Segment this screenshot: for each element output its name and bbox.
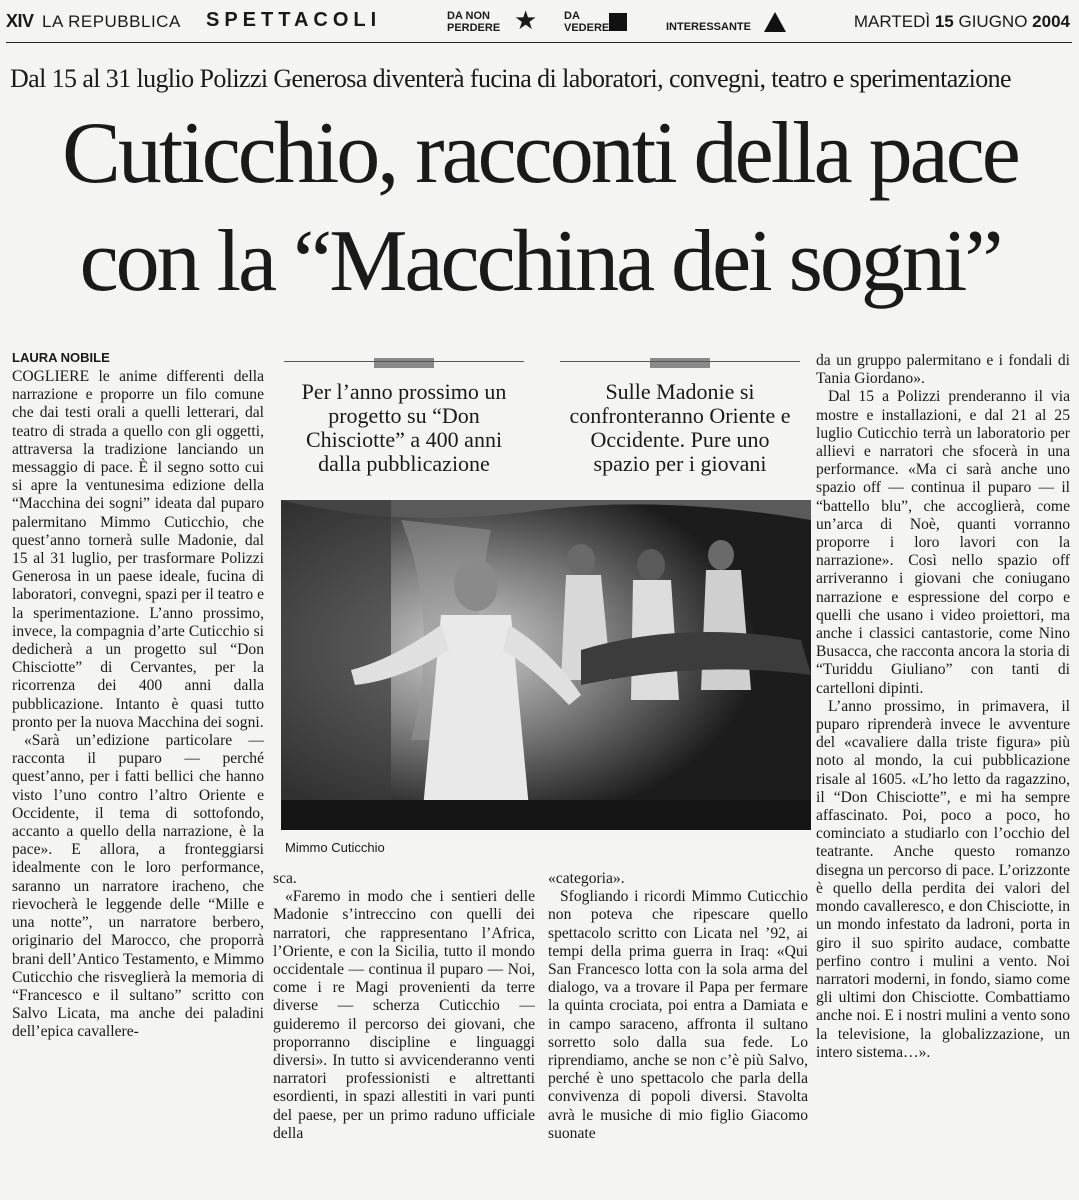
- legend-interessante: INTERESSANTE: [666, 21, 751, 33]
- legend-da-vedere: DA VEDERE: [564, 10, 610, 34]
- paragraph: COGLIERE le anime differenti della narrazione e proporre un filo comune che dai testi orali a quelli letterari, dal teatro di strada a quello con gli oggetti, attraversa la tradizione lanciando un messaggio di pace. È il segno sotto cui si apre la ventunesima edizione della “Macchina dei sogni” ideata dal puparo palermitano Mimmo Cuticchio, che quest’anno tornerà sulle Madonie, dal 15 al 31 luglio, per trasformare Polizzi Generosa in un paese ideale, fucina di laboratori, convegni, spazi per il teatro e la sperimentazione. L’anno prossimo, invece, la compagnia d’arte Cuticchio si dedicherà a un progetto sul “Don Chisciotte” di Cervantes, per la ricorrenza dei 400 anni dalla pubblicazione. Intanto è quasi tutto pronto per la nuova Macchina dei sogni.: [12, 368, 264, 731]
- byline: LAURA NOBILE: [12, 350, 110, 365]
- triangle-icon: [764, 12, 786, 32]
- divider: [284, 361, 524, 362]
- paragraph: «categoria».: [548, 870, 625, 887]
- stage-photo-illustration: [281, 500, 811, 830]
- newspaper-name: LA REPUBBLICA: [42, 12, 181, 31]
- pull-quote-1: [284, 358, 524, 476]
- legend-da-non-perdere: DA NON PERDERE: [447, 10, 501, 34]
- pull-quote-text: Sulle Madonie si confronteranno Oriente e Occidente. Pure uno spazio per i giovani: [569, 379, 791, 476]
- article-headline: [8, 100, 1072, 316]
- square-icon: [609, 13, 627, 31]
- paragraph: «Sarà un’edizione particolare — racconta il puparo — perché quest’anno, per i fatti bellici che hanno visto l’uno contro l’altro Oriente e Occidente, il tema di sottofondo, accanto a quello della narrazione, è la pace». E allora, a fronteggiarsi idealmente con le loro performance, saranno un narratore iracheno, che rievocherà le leggende delle “Mille e una notte”, un narratore berbero, originario del Marocco, che proporrà brani dell’Antico Testamento, e Mimmo Cuticchio che risveglierà la memoria di “Francesco e il sultano” scritto con Salvo Licata, ma anche dei paladini dell’epica cavallere-: [12, 732, 264, 1041]
- article-kicker: Dal 15 al 31 luglio Polizzi Generosa diventerà fucina di laboratori, convegni, teatro e sperimentazione: [10, 64, 1011, 93]
- pull-quote-text: Per l’anno prossimo un progetto su “Don Chisciotte” a 400 anni dalla pubblicazione: [301, 379, 507, 476]
- paragraph: da un gruppo palermitano e i fondali di Tania Giordano».: [816, 352, 1070, 388]
- photo-caption: Mimmo Cuticchio: [285, 840, 385, 855]
- quote-marker: [650, 358, 710, 368]
- pull-quote-2: [560, 358, 800, 476]
- paragraph: sca.: [273, 870, 297, 887]
- paragraph: Dal 15 a Polizzi prenderanno il via mostre e installazioni, e dal 21 al 25 luglio Cuticchio terrà un laboratorio per allievi e narratori che sfocerà in una performance. «Ma ci sarà anche uno spazio off — continua il puparo — il “battello blu”, che accoglierà, come un’arca di Noè, quanti vorranno proporre i loro lavori con la narrazione». Così nello spazio off arriveranno i giovani che coniugano narrazione e espressione del corpo e quelli che usano i video proiettori, ma anche i classici cantastorie, come Nino Busacca, che racconta ancora la storia di “Turiddu Giuliano” con tanti di cartelloni dipinti.: [816, 388, 1070, 697]
- section-title: SPETTACOLI: [206, 9, 382, 31]
- text-column-3: [548, 870, 808, 1200]
- page-number: XIV: [6, 11, 34, 31]
- paragraph: L’anno prossimo, in primavera, il puparo riprenderà invece le avventure del «cavaliere dalla triste figura» più noto al mondo, la cui pubblicazione risale al 1605. «L’ho letto da ragazzino, il “Don Chisciotte”, e mi ha sempre affascinato. Poi, poco a poco, ho cominciato a studiarlo con l’occhio del teatrante. Anche questo romanzo disegna un percorso di pace. L’orizzonte è quello della perdita dei valori del mondo cavalleresco, e don Chisciotte, in un mondo infestato da ladroni, porta in giro il suo spirito audace, combatte perfino contro i mulini a vento. Noi narratori moderni, in fondo, siamo come gli ultimi don Chisciotte. Combattiamo anche noi. E i nostri mulini a vento sono la televisione, la globalizzazione, un intero sistema…».: [816, 697, 1070, 1061]
- paragraph: Sfogliando i ricordi Mimmo Cuticchio non poteva che ripescare quello spettacolo scritto con Licata nel ’92, ai tempi della prima guerra in Iraq: «Qui San Francesco lotta con la sola arma del dialogo, va a trovare il Papa per fermare la quinta crociata, poi entra a Damiata e in campo saraceno, affronta il sultano sorretto solo dalla sua fede. Lo riprendiamo, anche se non c’è più Salvo, perché è uno spettacolo che parla della convivenza di popoli diversi. Stavolta avrà le musiche di mio figlio Giacomo suonate: [548, 888, 808, 1142]
- text-column-4: [816, 352, 1070, 1198]
- star-icon: ★: [514, 5, 538, 35]
- text-column-1: [12, 368, 264, 1198]
- headline-line-2: con la “Macchina dei sogni”: [79, 213, 1001, 310]
- paragraph: «Faremo in modo che i sentieri delle Madonie s’intreccino con quelli dei narratori, che rappresentano l’Africa, l’Oriente, e con la Sicilia, tutto il mondo occidentale — continua il puparo — Noi, come i re Magi provenienti da terre diverse — scherza Cuticchio — guideremo il percorso dei giovani, che proporranno discipline e linguaggi diversi». In tutto si avvicenderanno venti narratori professionisti e altrettanti esordienti, in spazi allestiti in vari punti del paese, per un primo raduno ufficiale della: [273, 888, 535, 1142]
- page-header: [6, 6, 1072, 43]
- headline-line-1: Cuticchio, racconti della pace: [62, 105, 1018, 202]
- article-photo: [281, 500, 811, 830]
- text-column-2: [273, 870, 535, 1200]
- quote-marker: [374, 358, 434, 368]
- divider: [560, 361, 800, 362]
- issue-date: MARTEDÌ 15 GIUGNO 2004: [853, 12, 1070, 31]
